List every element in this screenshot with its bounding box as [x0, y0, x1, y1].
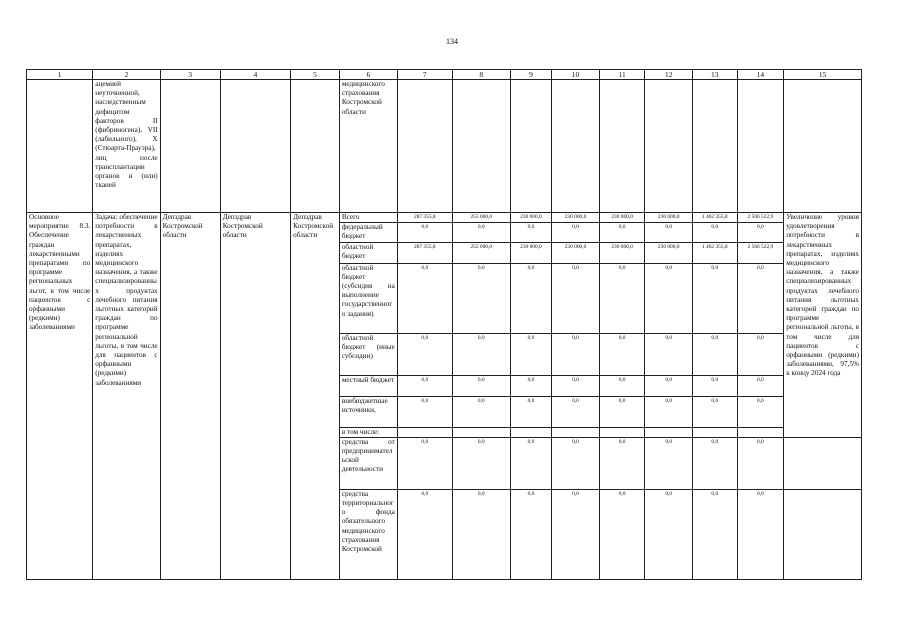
column-number: 6 [339, 70, 397, 80]
amount-cell: 0,0 [552, 437, 600, 489]
measure-executor: Депздрав Костромской области [160, 213, 220, 580]
amount-cell: 1 462 355,8 [693, 213, 738, 223]
column-number: 15 [784, 70, 862, 80]
amount-cell [599, 427, 645, 437]
table-row [27, 213, 862, 223]
amount-cell [510, 427, 551, 437]
funding-source: Всего [339, 213, 397, 223]
funding-source: внебюджетные источники, [339, 396, 397, 427]
amount-cell: 230 000,0 [645, 213, 693, 223]
measure-name: Основное мероприятие 8.3. Обеспечение граждан лекарственными препаратами по программе региональных льгот, в том числе пациентов с орфанными (редкими) заболеваниями [27, 213, 93, 580]
column-number: 13 [693, 70, 738, 80]
amount-cell: 0,0 [737, 263, 784, 333]
amount-cell: 2 566 522,9 [737, 242, 784, 263]
amount-cell: 0,0 [599, 437, 645, 489]
funding-source: областной бюджет (субсидия на выполнение государственного задания) [339, 263, 397, 333]
amount-cell: 0,0 [645, 223, 693, 242]
amount-cell: 0,0 [599, 263, 645, 333]
column-number: 10 [552, 70, 600, 80]
amount-cell: 0,0 [510, 333, 551, 375]
column-numbers-row [27, 70, 862, 80]
amount-cell: 0,0 [552, 489, 600, 579]
amount-cell: 0,0 [693, 333, 738, 375]
measure-task: Задача: обеспечение потребности в лекарственных препаратах, изделиях медицинского назначения, а также специализированных продуктах лечебного питания льготных категорий граждан по программе региональной льготы, в том числе для пациентов с орфанными (редкими) заболеваниями [93, 213, 160, 580]
continuation-row [27, 80, 862, 213]
continuation-task-text: ацемией неуточненной, наследственным дефицитом факторов II (фибриногена), VII (лабильного), X (Стюарта-Прауэра), лиц после трансплантации органов и (или) тканей [93, 80, 160, 213]
column-number: 12 [645, 70, 693, 80]
amount-cell: 0,0 [510, 223, 551, 242]
amount-cell: 0,0 [599, 489, 645, 579]
amount-cell: 0,0 [737, 489, 784, 579]
amount-cell: 0,0 [452, 375, 510, 396]
amount-cell: 0,0 [693, 396, 738, 427]
amount-cell: 0,0 [452, 437, 510, 489]
amount-cell: 0,0 [737, 437, 784, 489]
page-number: 134 [446, 37, 458, 46]
amount-cell: 0,0 [397, 396, 452, 427]
amount-cell: 0,0 [737, 223, 784, 242]
amount-cell: 0,0 [737, 333, 784, 375]
amount-cell [645, 427, 693, 437]
column-number: 9 [510, 70, 551, 80]
measure-participant: Депздрав Костромской области [291, 213, 340, 580]
amount-cell: 0,0 [693, 489, 738, 579]
column-number: 2 [93, 70, 160, 80]
amount-cell: 0,0 [693, 437, 738, 489]
column-number: 8 [452, 70, 510, 80]
funding-source: областной бюджет (иные субсидии) [339, 333, 397, 375]
amount-cell: 0,0 [599, 333, 645, 375]
amount-cell: 287 355,8 [397, 213, 452, 223]
amount-cell: 0,0 [737, 375, 784, 396]
column-number: 5 [291, 70, 340, 80]
amount-cell: 230 000,0 [510, 213, 551, 223]
amount-cell: 0,0 [552, 375, 600, 396]
amount-cell [397, 427, 452, 437]
amount-cell: 0,0 [452, 489, 510, 579]
amount-cell: 0,0 [645, 333, 693, 375]
column-number: 14 [737, 70, 784, 80]
amount-cell: 0,0 [452, 223, 510, 242]
amount-cell: 0,0 [452, 263, 510, 333]
amount-cell: 0,0 [397, 375, 452, 396]
column-number: 7 [397, 70, 452, 80]
amount-cell [693, 427, 738, 437]
amount-cell: 0,0 [599, 396, 645, 427]
amount-cell: 1 462 355,8 [693, 242, 738, 263]
amount-cell: 255 000,0 [452, 213, 510, 223]
amount-cell: 0,0 [693, 223, 738, 242]
column-number: 1 [27, 70, 93, 80]
amount-cell: 0,0 [645, 437, 693, 489]
amount-cell: 0,0 [552, 333, 600, 375]
amount-cell: 0,0 [693, 263, 738, 333]
column-number: 3 [160, 70, 220, 80]
amount-cell: 0,0 [552, 263, 600, 333]
amount-cell: 0,0 [510, 396, 551, 427]
budget-table [26, 69, 862, 580]
amount-cell: 0,0 [397, 437, 452, 489]
funding-source: средства от предпринимательской деятельности [339, 437, 397, 489]
amount-cell: 0,0 [552, 223, 600, 242]
funding-source: средства территориального фонда обязательного медицинского страхования Костромской [339, 489, 397, 579]
amount-cell: 0,0 [510, 489, 551, 579]
amount-cell: 0,0 [737, 396, 784, 427]
amount-cell: 0,0 [452, 396, 510, 427]
amount-cell: 0,0 [397, 223, 452, 242]
funding-source: в том числе: [339, 427, 397, 437]
amount-cell: 230 000,0 [510, 242, 551, 263]
measure-coexecutor: Депздрав Костромской области [220, 213, 290, 580]
amount-cell: 0,0 [510, 375, 551, 396]
funding-source: областной бюджет [339, 242, 397, 263]
amount-cell: 0,0 [693, 375, 738, 396]
amount-cell: 0,0 [599, 223, 645, 242]
amount-cell: 255 000,0 [452, 242, 510, 263]
amount-cell: 0,0 [645, 263, 693, 333]
amount-cell: 0,0 [599, 375, 645, 396]
amount-cell: 0,0 [510, 263, 551, 333]
amount-cell: 0,0 [397, 333, 452, 375]
amount-cell: 0,0 [645, 375, 693, 396]
expected-result: Увеличение уровня удовлетворения потребности в лекарственных препаратах, изделиях медицинского назначения, а также специализированных продуктах лечебного питания льготных категорий граждан по программе региональной льготы, в том числе для пациентов с орфанными (редкими) заболеваниями, 97,5% к концу 2024 года [784, 213, 862, 438]
amount-cell [737, 427, 784, 437]
amount-cell: 230 000,0 [552, 213, 600, 223]
amount-cell: 0,0 [397, 263, 452, 333]
amount-cell: 0,0 [510, 437, 551, 489]
amount-cell: 0,0 [397, 489, 452, 579]
amount-cell: 0,0 [645, 396, 693, 427]
amount-cell: 0,0 [452, 333, 510, 375]
amount-cell: 0,0 [645, 489, 693, 579]
amount-cell: 230 000,0 [599, 213, 645, 223]
amount-cell: 0,0 [552, 396, 600, 427]
amount-cell: 230 000,0 [552, 242, 600, 263]
funding-source: федеральный бюджет [339, 223, 397, 242]
funding-source: местный бюджет [339, 375, 397, 396]
column-number: 11 [599, 70, 645, 80]
amount-cell: 230 000,0 [599, 242, 645, 263]
amount-cell [452, 427, 510, 437]
column-number: 4 [220, 70, 290, 80]
amount-cell: 230 000,0 [645, 242, 693, 263]
amount-cell [552, 427, 600, 437]
amount-cell: 287 355,8 [397, 242, 452, 263]
continuation-source-text: медицинского страхования Костромской области [339, 80, 397, 213]
amount-cell: 2 566 522,9 [737, 213, 784, 223]
